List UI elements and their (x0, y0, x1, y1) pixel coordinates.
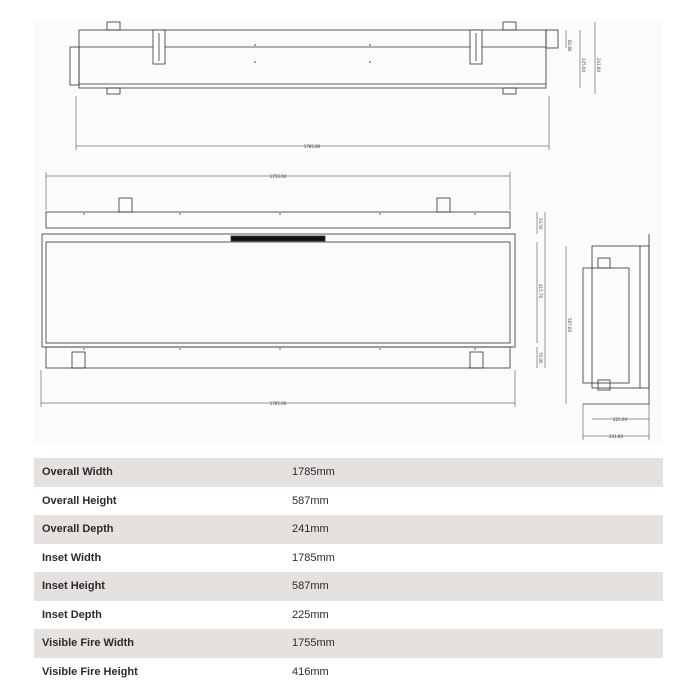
dim-top-width: 1785.80 (303, 144, 321, 149)
dim-top-depth-outer: 241.80 (596, 58, 601, 72)
spec-label: Overall Height (42, 494, 117, 507)
dim-overall-width: 1785.00 (269, 401, 287, 406)
dim-bottom-strip: 70.00 (538, 352, 543, 364)
spec-row (34, 601, 663, 630)
specifications-table (34, 458, 663, 686)
dim-fire-height: 415.70 (538, 284, 543, 298)
dim-fire-width: 1755.00 (269, 174, 287, 179)
spec-value: 1755mm (292, 637, 335, 650)
spec-row (34, 658, 663, 687)
dim-side-height: 587.00 (567, 318, 572, 332)
dim-top-strip: 33.50 (538, 218, 543, 230)
spec-label: Inset Height (42, 580, 105, 593)
spec-label: Inset Width (42, 551, 102, 564)
dim-top-flange: 82.80 (567, 40, 572, 52)
spec-value: 1785mm (292, 551, 335, 564)
side-view (566, 234, 649, 440)
spec-row (34, 572, 663, 601)
spec-row (34, 458, 663, 487)
spec-value: 241mm (292, 523, 329, 536)
spec-row (34, 629, 663, 658)
spec-label: Overall Width (42, 466, 113, 479)
spec-row (34, 515, 663, 544)
front-view (41, 172, 545, 407)
dim-top-depth-inner: 225.00 (581, 58, 586, 72)
dim-overall-depth: 241.80 (609, 434, 623, 439)
spec-label: Visible Fire Width (42, 637, 134, 650)
spec-row (34, 544, 663, 573)
dim-inset-depth: 225.00 (613, 417, 627, 422)
top-view (70, 22, 595, 150)
fixing-dots (83, 44, 475, 349)
spec-label: Overall Depth (42, 523, 114, 536)
spec-value: 1785mm (292, 466, 335, 479)
spec-value: 225mm (292, 608, 329, 621)
spec-label: Inset Depth (42, 608, 102, 621)
spec-value: 416mm (292, 665, 329, 678)
spec-row (34, 487, 663, 516)
spec-value: 587mm (292, 580, 329, 593)
spec-value: 587mm (292, 494, 329, 507)
spec-label: Visible Fire Height (42, 665, 138, 678)
